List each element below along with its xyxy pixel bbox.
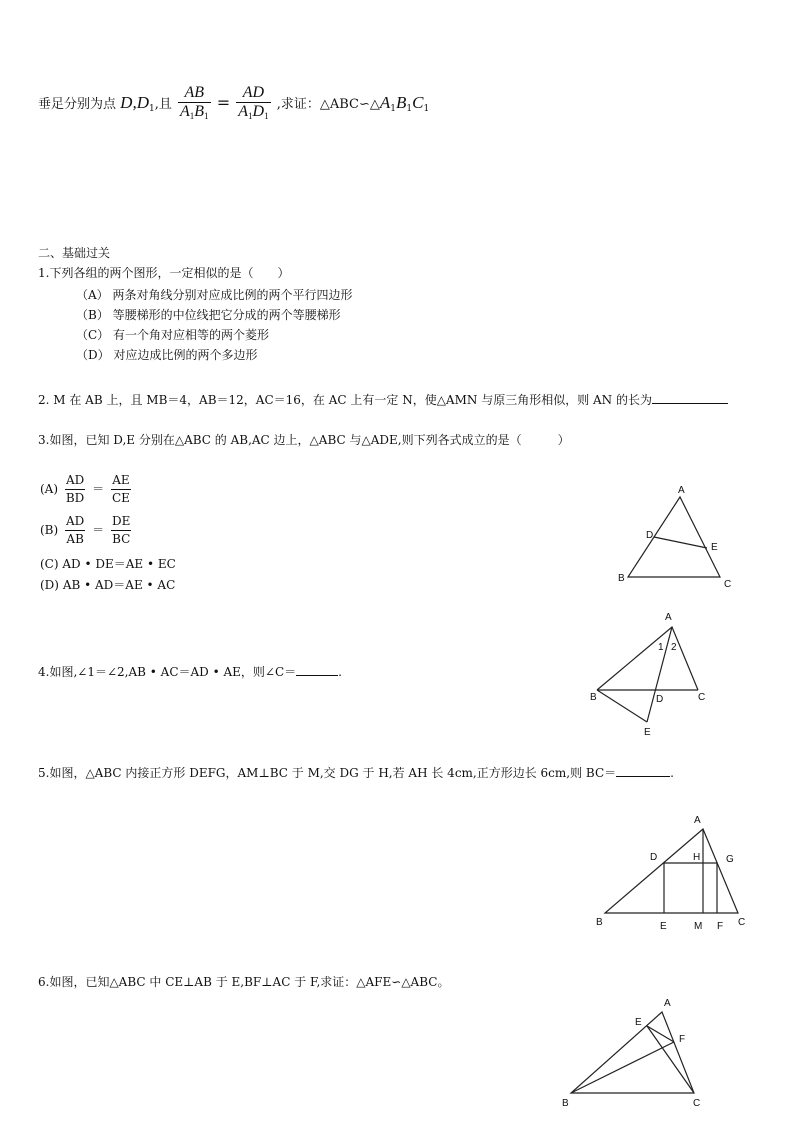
denominator: BD — [65, 491, 85, 505]
label-c: C — [724, 579, 732, 590]
den-sub: 1 — [204, 111, 209, 121]
equals-sign: ＝ — [92, 523, 105, 537]
option-text: AD • DE＝AE • EC — [62, 557, 176, 571]
ratio-ab-numerator: AB — [178, 84, 211, 103]
fraction — [65, 472, 85, 507]
label-a: A — [694, 815, 701, 826]
triangle-abc — [571, 1012, 694, 1093]
segment-bf — [571, 1042, 674, 1093]
intro-prove: ,求证：△ABC∽△ — [276, 97, 380, 112]
q5-line — [38, 764, 674, 781]
option-label: （D） — [76, 348, 110, 362]
square-defg — [664, 863, 717, 913]
numerator: AD — [65, 513, 85, 531]
ratio-ab-denominator — [178, 103, 211, 125]
equals-sign: ＝ — [92, 482, 105, 496]
label-e: E — [635, 1017, 642, 1028]
numerator: AD — [65, 472, 85, 490]
q3-option-c[interactable] — [40, 556, 176, 572]
den-sub: 1 — [189, 111, 195, 121]
label-angle-2: 2 — [671, 642, 677, 653]
option-label: (B) — [40, 523, 59, 537]
q3-stem: 3.如图，已知 D,E 分别在△ABC 的 AB,AC 边上，△ABC 与△ADE,则下列各式成立的是（ ） — [38, 433, 570, 447]
fraction — [111, 513, 131, 548]
triangle-abc — [628, 497, 720, 577]
q1-option-d[interactable] — [76, 347, 257, 363]
q3-option-b[interactable] — [40, 513, 134, 548]
subscript: 1 — [148, 104, 155, 114]
ratio-ad — [236, 84, 270, 125]
tri-b: B — [396, 93, 407, 112]
label-e: E — [711, 542, 718, 553]
option-text: AB • AD＝AE • AC — [62, 578, 176, 592]
q6-figure — [555, 990, 715, 1115]
denominator: CE — [111, 491, 130, 505]
label-b: B — [618, 573, 625, 584]
option-label: (A) — [40, 482, 59, 496]
segment-de — [654, 537, 707, 548]
denominator: AB — [66, 532, 84, 546]
period: . — [670, 766, 674, 780]
period: . — [338, 665, 342, 679]
label-b: B — [562, 1098, 569, 1109]
label-h: H — [693, 852, 701, 863]
segment-be — [597, 690, 647, 722]
label-angle-1: 1 — [658, 642, 664, 653]
segment-ef — [647, 1026, 674, 1042]
label-d: D — [650, 852, 658, 863]
q5-stem: 5.如图，△ABC 内接正方形 DEFG，AM⊥BC 于 M,交 DG 于 H,若 AH 长 4cm,正方形边长 6cm,则 BC＝ — [38, 766, 617, 780]
option-text: 等腰梯形的中位线把它分成的两个等腰梯形 — [112, 308, 341, 322]
label-c: C — [693, 1098, 701, 1109]
option-text: 对应边成比例的两个多边形 — [113, 348, 258, 362]
label-c: C — [698, 692, 706, 703]
q4-line — [38, 663, 342, 680]
den-d: D — [252, 103, 265, 120]
option-label: （C） — [76, 328, 110, 342]
q6-stem: 6.如图，已知△ABC 中 CE⊥AB 于 E,BF⊥AC 于 F,求证：△AFE∽△ABC。 — [38, 975, 450, 989]
q1-stem: 1.下列各组的两个图形，一定相似的是（ ） — [38, 266, 290, 280]
comma: , — [132, 93, 137, 112]
den-sub: 1 — [264, 111, 269, 121]
fraction — [65, 513, 85, 548]
den-sub: 1 — [248, 111, 253, 121]
label-b: B — [596, 917, 603, 928]
q4-stem: 4.如图,∠1＝∠2,AB • AC＝AD • AE，则∠C＝ — [38, 665, 297, 679]
q5-figure — [590, 805, 760, 935]
label-m: M — [694, 921, 703, 932]
sub: 1 — [423, 104, 430, 114]
fraction — [111, 472, 131, 507]
q2-answer-blank[interactable] — [652, 391, 728, 404]
q4-figure — [580, 605, 720, 740]
option-label: （B） — [76, 308, 109, 322]
q1-option-a[interactable] — [76, 287, 353, 303]
label-g: G — [726, 854, 734, 865]
den-b: B — [194, 103, 205, 120]
label-c: C — [738, 917, 746, 928]
option-label: (D) — [40, 578, 59, 592]
ratio-ad-numerator: AD — [236, 84, 270, 103]
sides-ab-ac — [597, 627, 698, 690]
ratio-ab — [178, 84, 211, 125]
q5-answer-blank[interactable] — [616, 764, 670, 777]
q2-line — [38, 391, 728, 408]
label-e: E — [644, 727, 651, 738]
q4-answer-blank[interactable] — [296, 663, 338, 676]
tri-a: A — [379, 93, 391, 112]
q2-stem: 2. M 在 AB 上，且 MB＝4，AB＝12，AC＝16，在 AC 上有一定 N，使△AMN 与原三角形相似，则 AN 的长为 — [38, 393, 652, 407]
denominator: BC — [112, 532, 131, 546]
option-text: 两条对角线分别对应成比例的两个平行四边形 — [112, 288, 353, 302]
q3-option-d[interactable] — [40, 577, 175, 593]
triangle-abc — [605, 829, 738, 913]
den-a: A — [179, 103, 190, 120]
intro-line — [38, 84, 429, 125]
option-label: （A） — [76, 288, 109, 302]
ratio-ad-denominator — [236, 103, 270, 125]
label-d: D — [646, 530, 654, 541]
sub: 1 — [406, 104, 413, 114]
option-label: (C) — [40, 557, 59, 571]
numerator: AE — [111, 472, 131, 490]
point-d1: D — [136, 93, 149, 112]
intro-and: ,且 — [154, 97, 172, 112]
q1-option-b[interactable] — [76, 307, 341, 323]
label-d: D — [656, 694, 664, 705]
label-f: F — [717, 921, 724, 932]
equals-sign: = — [216, 93, 231, 112]
point-d: D — [120, 93, 133, 112]
segment-ce — [647, 1026, 694, 1093]
label-a: A — [664, 998, 671, 1009]
label-f: F — [679, 1034, 686, 1045]
label-a: A — [665, 612, 672, 623]
label-a: A — [678, 485, 685, 496]
q3-option-a[interactable] — [40, 472, 134, 507]
q1-option-c[interactable] — [76, 327, 269, 343]
tri-c: C — [412, 93, 424, 112]
intro-prefix: 垂足分别为点 — [38, 97, 117, 112]
label-b: B — [590, 692, 597, 703]
q3-figure — [610, 475, 750, 595]
sub: 1 — [390, 104, 396, 114]
label-e: E — [660, 921, 667, 932]
section-title: 二、基础过关 — [38, 246, 111, 260]
numerator: DE — [111, 513, 131, 531]
option-text: 有一个角对应相等的两个菱形 — [113, 328, 270, 342]
den-a: A — [238, 103, 249, 120]
